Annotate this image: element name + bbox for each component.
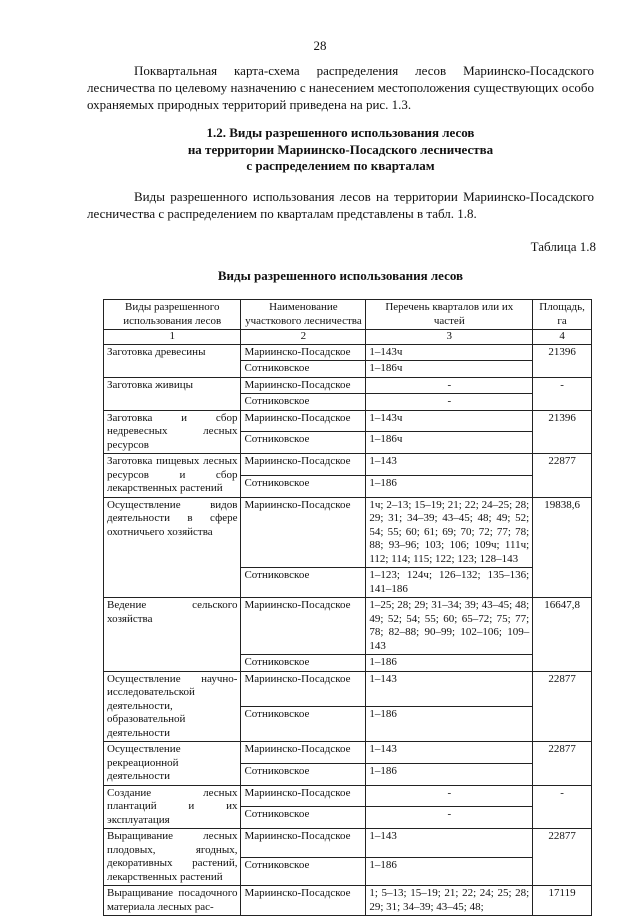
cell-area: - [533, 377, 592, 410]
cell-area: 16647,8 [533, 598, 592, 672]
cell-quarters: 1–25; 28; 29; 31–34; 39; 43–45; 48; 49; 52; 54; 55; 60; 65–72; 75; 77; 78; 82–88; 90–99; 102–106; 109–143 [366, 598, 533, 655]
cell-quarters: 1ч; 2–13; 15–19; 21; 22; 24–25; 28; 29; 31; 34–39; 43–45; 48; 49; 52; 54; 55; 60; 61; 69; 70; 72; 77; 78; 88; 93–96; 103; 106; 109ч; 111ч; 112; 114; 115; 122; 123; 128–143 [366, 497, 533, 568]
cell-district: Сотниковское [241, 361, 366, 378]
cell-quarters: 1–143ч [366, 344, 533, 361]
cell-use-type: Заготовка пищевых лесных ресурсов и сбор лекарственных растений [104, 454, 241, 498]
column-number-row [104, 330, 592, 345]
cell-area: 22877 [533, 671, 592, 742]
cell-district: Мариинско-Посадское [241, 410, 366, 432]
header-use-type: Виды разрешенного использования лесов [104, 300, 241, 330]
table-row [104, 886, 592, 916]
page-number: 28 [313, 38, 327, 53]
section-heading-line-1: 1.2. Виды разрешенного использования лесов [206, 125, 475, 140]
column-number: 3 [366, 330, 533, 345]
table-row [104, 497, 592, 568]
table-row [104, 829, 592, 858]
table-reference-paragraph: Виды разрешенного использования лесов на территории Мариинско-Посадского лесничества с распределением по кварталам представлены в табл. 1.8. [87, 189, 594, 221]
cell-quarters: 1; 5–13; 15–19; 21; 22; 24; 25; 28; 29; 31; 34–39; 43–45; 48; [366, 886, 533, 916]
cell-district: Мариинско-Посадское [241, 454, 366, 476]
header-area: Площадь, га [533, 300, 592, 330]
table-title: Виды разрешенного использования лесов [217, 268, 464, 283]
table-row [104, 377, 592, 394]
table-header-row [104, 300, 592, 330]
cell-use-type: Выращивание посадочного материала лесных рас- [104, 886, 241, 916]
cell-district: Мариинско-Посадское [241, 497, 366, 568]
cell-use-type: Выращивание лесных плодовых, ягодных, декоративных растений, лекарственных растений [104, 829, 241, 886]
cell-area: 22877 [533, 742, 592, 786]
table-body [104, 344, 592, 916]
cell-quarters: 1–186 [366, 763, 533, 785]
column-number: 4 [533, 330, 592, 345]
cell-quarters: 1–143 [366, 454, 533, 476]
cell-use-type: Ведение сельского хозяйства [104, 598, 241, 672]
cell-use-type: Заготовка древесины [104, 344, 241, 377]
table-row [104, 671, 592, 706]
cell-quarters: - [366, 394, 533, 411]
cell-district: Сотниковское [241, 807, 366, 829]
cell-district: Сотниковское [241, 568, 366, 598]
cell-quarters: - [366, 807, 533, 829]
cell-use-type: Осуществление научно-исследовательской деятельности, образовательной деятельности [104, 671, 241, 742]
column-number: 2 [241, 330, 366, 345]
cell-quarters: 1–143ч [366, 410, 533, 432]
cell-district: Мариинско-Посадское [241, 886, 366, 916]
cell-district: Сотниковское [241, 475, 366, 497]
header-district: Наименование участкового лесничества [241, 300, 366, 330]
cell-district: Мариинско-Посадское [241, 785, 366, 807]
section-heading-line-3: с распределением по кварталам [246, 158, 435, 173]
cell-quarters: 1–143 [366, 671, 533, 706]
table-row [104, 598, 592, 655]
cell-quarters: 1–186 [366, 655, 533, 672]
cell-district: Сотниковское [241, 706, 366, 741]
cell-area: 17119 [533, 886, 592, 916]
cell-quarters: - [366, 377, 533, 394]
cell-quarters: 1–186 [366, 857, 533, 886]
table-row [104, 410, 592, 432]
table-row [104, 344, 592, 361]
cell-use-type: Создание лесных плантаций и их эксплуатация [104, 785, 241, 829]
cell-quarters: 1–123; 124ч; 126–132; 135–136; 141–186 [366, 568, 533, 598]
cell-district: Сотниковское [241, 432, 366, 454]
cell-quarters: 1–186ч [366, 361, 533, 378]
cell-district: Сотниковское [241, 857, 366, 886]
cell-district: Мариинско-Посадское [241, 344, 366, 361]
cell-quarters: 1–186ч [366, 432, 533, 454]
table-label: Таблица 1.8 [530, 239, 596, 254]
cell-use-type: Осуществление видов деятельности в сфере охотничьего хозяйства [104, 497, 241, 598]
cell-use-type: Заготовка и сбор недревесных лесных ресурсов [104, 410, 241, 454]
cell-quarters: 1–186 [366, 706, 533, 741]
cell-use-type: Осуществление рекреационной деятельности [104, 742, 241, 786]
cell-district: Мариинско-Посадское [241, 598, 366, 655]
header-quarters: Перечень кварталов или их частей [366, 300, 533, 330]
cell-quarters: - [366, 785, 533, 807]
cell-quarters: 1–143 [366, 742, 533, 764]
cell-district: Сотниковское [241, 394, 366, 411]
cell-area: 21396 [533, 410, 592, 454]
table-row [104, 742, 592, 764]
cell-area: 22877 [533, 829, 592, 886]
cell-area: 21396 [533, 344, 592, 377]
cell-area: - [533, 785, 592, 829]
table-row [104, 454, 592, 476]
cell-district: Мариинско-Посадское [241, 671, 366, 706]
column-number: 1 [104, 330, 241, 345]
cell-area: 22877 [533, 454, 592, 498]
intro-paragraph: Поквартальная карта-схема распределения лесов Мариинско-Посадского лесничества по целевому назначению с нанесением местоположения существующих особо охраняемых природных территорий приведена на рис. 1.3. [87, 63, 594, 112]
cell-use-type: Заготовка живицы [104, 377, 241, 410]
cell-district: Мариинско-Посадское [241, 829, 366, 858]
table-row [104, 785, 592, 807]
cell-area: 19838,6 [533, 497, 592, 598]
land-use-table [103, 299, 592, 916]
section-heading-line-2: на территории Мариинско-Посадского лесничества [187, 141, 494, 157]
section-heading [87, 125, 594, 175]
cell-district: Сотниковское [241, 655, 366, 672]
cell-district: Мариинско-Посадское [241, 377, 366, 394]
cell-quarters: 1–143 [366, 829, 533, 858]
cell-district: Сотниковское [241, 763, 366, 785]
cell-district: Мариинско-Посадское [241, 742, 366, 764]
cell-quarters: 1–186 [366, 475, 533, 497]
